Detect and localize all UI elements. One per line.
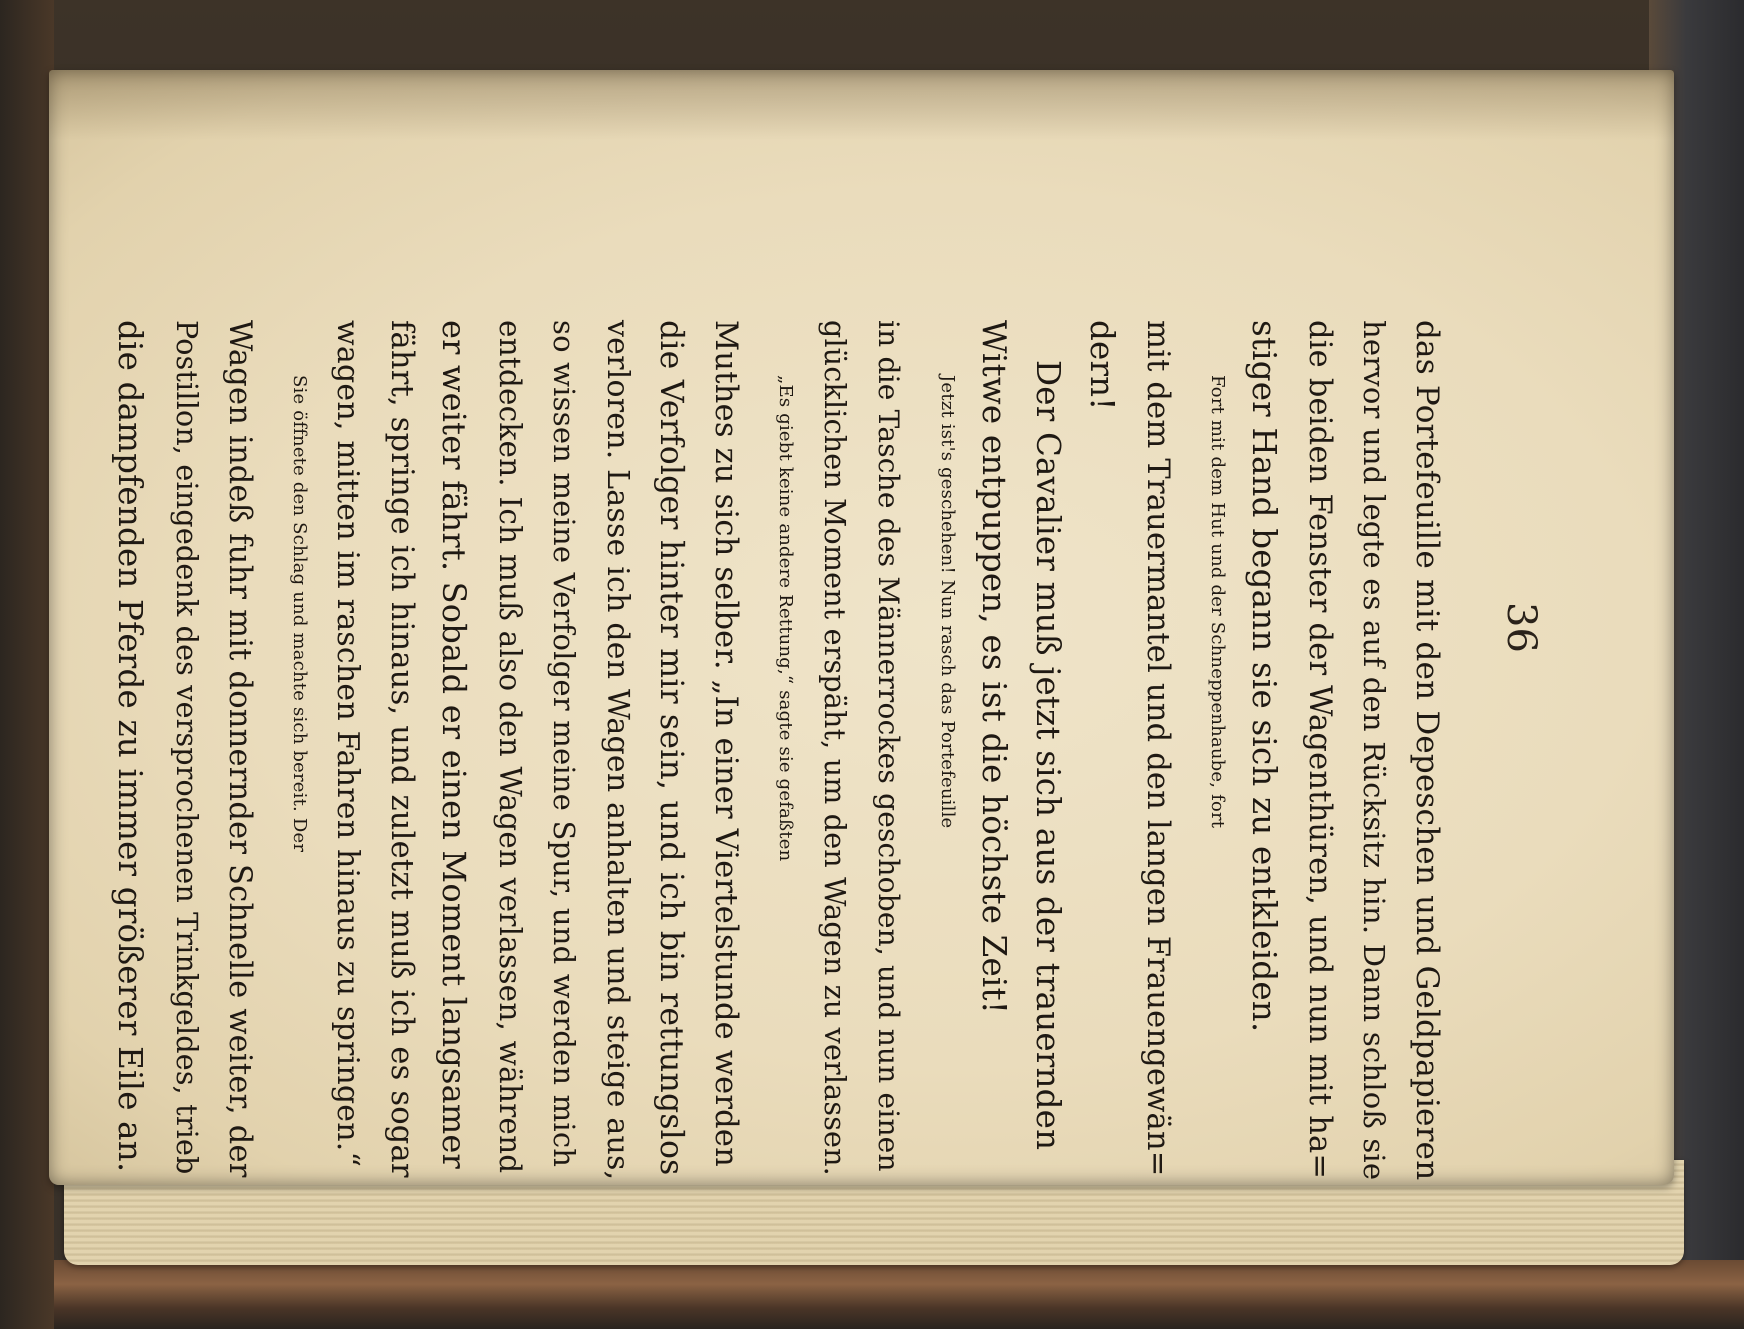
book-cover-bottom [0, 0, 54, 1329]
text-line: „Es giebt keine andere Rettung,“ sagte sie gefaßten [775, 375, 796, 862]
text-line: Witwe entpuppen, es ist die höchste Zeit! [975, 320, 1013, 1015]
text-line: Muthes zu sich selber. „In einer Viertelstunde werden [708, 320, 743, 1167]
text-line: die Verfolger hinter mir sein, und ich bin rettungslos [653, 320, 689, 1176]
text-line: die beiden Fenster der Wagenthüren, und nun mit ha= [1302, 320, 1337, 1180]
page-text-block [49, 70, 1674, 1185]
text-line: die dampfenden Pferde zu immer größerer Eile an. [111, 320, 149, 1173]
text-line: in die Tasche des Männerrockes geschoben, und nun einen [872, 320, 905, 1172]
text-line: so wissen meine Verfolger meine Spur, und werden mich [547, 320, 581, 1168]
book-page [49, 70, 1674, 1185]
text-line: mit dem Trauermantel und den langen Frauengewän= [1140, 320, 1175, 1177]
text-line: Sie öffnete den Schlag und machte sich bereit. Der [289, 375, 310, 853]
text-line: Der Cavalier muß jetzt sich aus der trauernden [1029, 360, 1067, 1151]
text-line: fährt, springe ich hinaus, und zuletzt muß ich es sogar [384, 320, 419, 1178]
text-line: das Portefeuille mit den Depeschen und Geldpapieren [1409, 320, 1445, 1181]
text-line: hervor und legte es auf den Rücksitz hin. Dann schloß sie [1357, 320, 1391, 1181]
text-line: glücklichen Moment erspäht, um den Wagen zu verlassen. [818, 320, 851, 1176]
text-line: Fort mit dem Hut und der Schneppenhaube, fort [1207, 375, 1228, 829]
text-line: Wagen indeß fuhr mit donnernder Schnelle weiter, der [222, 320, 257, 1178]
text-line: er weiter fährt. Sobald er einen Moment langsamer [435, 320, 473, 1170]
text-line: entdecken. Ich muß also den Wagen verlassen, während [493, 320, 527, 1174]
text-line: Jetzt ist's geschehen! Nun rasch das Portefeuille [937, 375, 958, 829]
text-line: verloren. Lasse ich den Wagen anhalten und steige aus, [600, 320, 635, 1181]
text-line: Postillon, eingedenk des versprochenen Trinkgeldes, trieb [170, 320, 203, 1175]
book-cover-edge [0, 1260, 1744, 1329]
text-line: dern! [1083, 320, 1121, 411]
page-number: 36 [1498, 602, 1544, 653]
text-line: wagen, mitten im raschen Fahren hinaus zu springen.“ [330, 320, 365, 1168]
text-line: stiger Hand begann sie sich zu entkleiden. [1245, 320, 1283, 1033]
